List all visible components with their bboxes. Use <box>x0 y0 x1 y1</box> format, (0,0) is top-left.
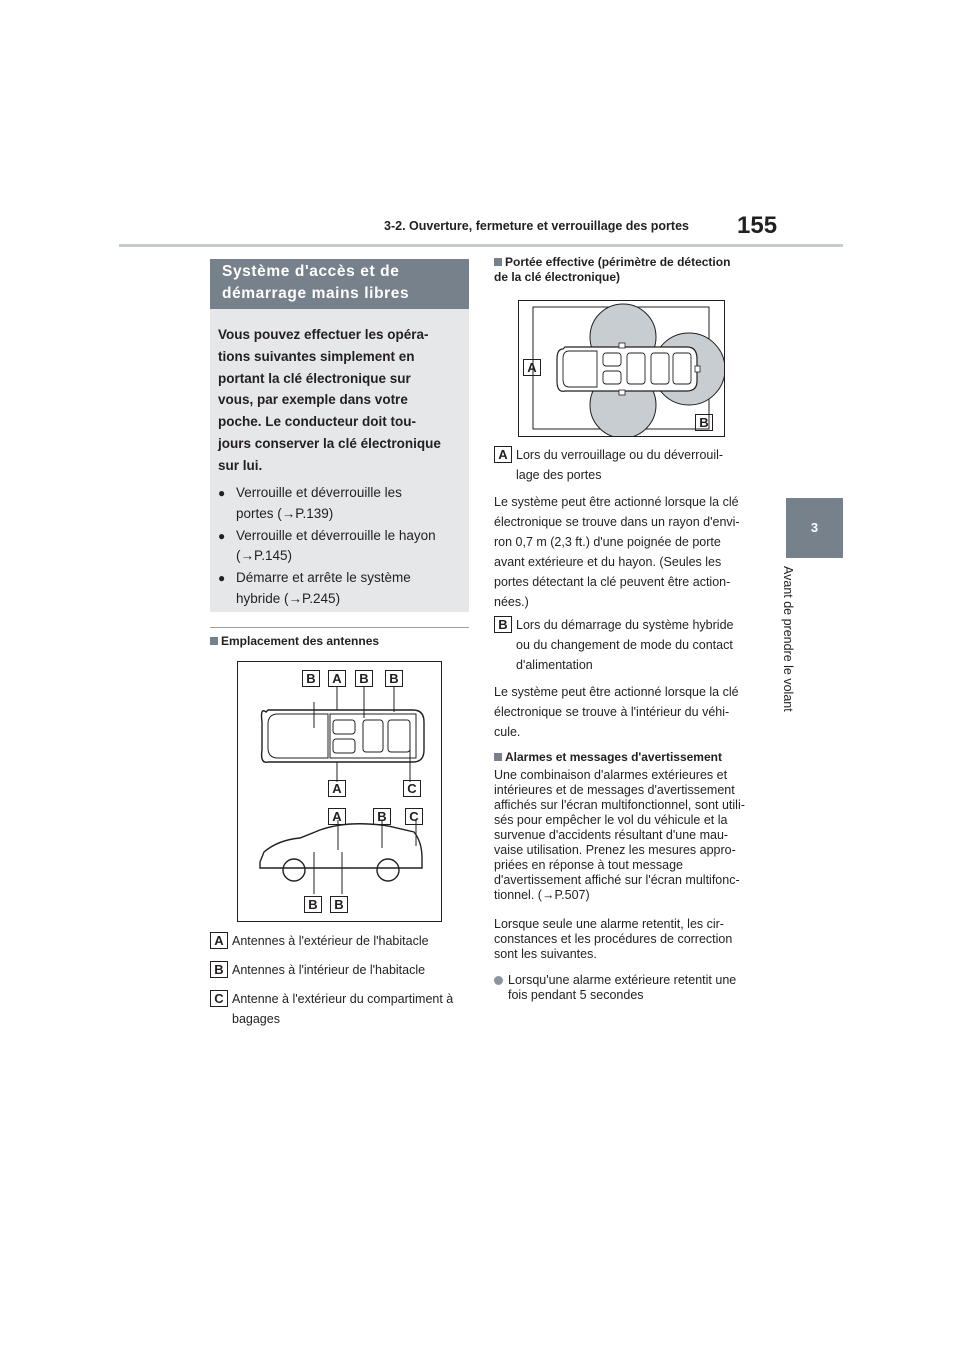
range-item-label: B <box>494 616 512 633</box>
intro-line: jours conserver la clé électronique <box>218 435 441 451</box>
alarms-paragraph-2 <box>494 917 764 962</box>
legend-text <box>232 989 472 1029</box>
diagram-label-a: A <box>328 670 346 687</box>
paragraph-line: sont les suivantes. <box>494 947 597 961</box>
range-item-line: Lors du démarrage du système hybride <box>516 618 734 632</box>
paragraph-line: tionnel. (→P.507) <box>494 888 590 902</box>
range-label-a: A <box>523 359 541 376</box>
section-banner <box>210 259 469 309</box>
antenna-heading-text: Emplacement des antennes <box>221 634 380 648</box>
square-bullet-icon <box>210 637 218 645</box>
antenna-heading <box>210 634 472 649</box>
legend-label: C <box>210 990 228 1007</box>
paragraph-line: électronique se trouve dans un rayon d'envi- <box>494 515 740 529</box>
paragraph-line: Le système peut être actionné lorsque la clé <box>494 495 739 509</box>
bullet-item <box>218 526 466 567</box>
intro-text <box>218 324 466 477</box>
section-divider <box>210 627 469 628</box>
paragraph-line: vaise utilisation. Prenez les mesures appro- <box>494 843 736 857</box>
bullet-dot-icon: ● <box>218 571 226 585</box>
antenna-location-diagram <box>237 661 442 922</box>
diagram-label-c: C <box>405 808 423 825</box>
range-heading-line: Portée effective (périmètre de détection <box>505 255 731 269</box>
range-paragraph-b <box>494 682 764 742</box>
bullet-line: fois pendant 5 secondes <box>508 988 644 1002</box>
running-header-section: 3-2. Ouverture, fermeture et verrouillage des portes <box>384 219 689 233</box>
legend-line: Antenne à l'extérieur du compartiment à <box>232 992 454 1006</box>
chapter-tab: 3 <box>786 498 843 558</box>
intro-line: poche. Le conducteur doit tou- <box>218 414 416 430</box>
intro-line: sur lui. <box>218 457 263 473</box>
range-item-line: ou du changement de mode du contact <box>516 638 733 652</box>
intro-line: vous, par exemple dans votre <box>218 392 408 408</box>
range-item-a <box>494 445 764 487</box>
paragraph-line: survenue d'accidents résultant d'une mau- <box>494 828 729 842</box>
paragraph-line: électronique se trouve à l'intérieur du véhi- <box>494 705 730 719</box>
paragraph-line: avant extérieure et du hayon. (Seules les <box>494 555 722 569</box>
alarms-heading <box>494 750 764 765</box>
paragraph-line: affichés sur l'écran multifonctionnel, sont utili- <box>494 798 745 812</box>
alarms-heading-text: Alarmes et messages d'avertissement <box>505 750 722 764</box>
paragraph-line: Lorsque seule une alarme retentit, les cir- <box>494 917 724 931</box>
header-divider <box>119 244 843 247</box>
paragraph-line: constances et les procédures de correction <box>494 932 733 946</box>
bullet-line: Verrouille et déverrouille le hayon <box>236 527 436 543</box>
range-item-line: Lors du verrouillage ou du déverrouil- <box>516 448 724 462</box>
range-item-text <box>516 615 756 675</box>
legend-text: Antennes à l'intérieur de l'habitacle <box>232 963 426 977</box>
chapter-label-text: Avant de prendre le volant <box>781 566 795 712</box>
diagram-label-a: A <box>328 808 346 825</box>
paragraph-line: ron 0,7 m (2,3 ft.) d'une poignée de porte <box>494 535 721 549</box>
square-bullet-icon <box>494 753 502 761</box>
legend-item-b <box>210 960 472 982</box>
range-item-label: A <box>494 446 512 463</box>
diagram-label-b: B <box>355 670 373 687</box>
bullet-line: (→P.145) <box>236 548 293 563</box>
page-number: 155 <box>737 212 778 239</box>
bullet-item <box>218 568 466 609</box>
range-item-text <box>516 445 756 485</box>
diagram-label-b: B <box>304 896 322 913</box>
range-paragraph-a <box>494 492 764 612</box>
circle-bullet-icon <box>494 976 503 985</box>
intro-line: tions suivantes simplement en <box>218 348 415 364</box>
range-item-line: lage des portes <box>516 468 602 482</box>
bullet-line: portes (→P.139) <box>236 505 334 521</box>
bullet-line: Verrouille et déverrouille les <box>236 485 402 500</box>
legend-text: Antennes à l'extérieur de l'habitacle <box>232 934 429 948</box>
bullet-line: Démarre et arrête le système <box>236 570 411 585</box>
paragraph-line: portes détectant la clé peuvent être action- <box>494 575 731 589</box>
range-label-b: B <box>695 414 713 431</box>
paragraph-line: Une combinaison d'alarmes extérieures et <box>494 768 728 782</box>
paragraph-line: priées en réponse à tout message <box>494 858 684 872</box>
diagram-label-a: A <box>328 780 346 797</box>
banner-line-1: Système d'accès et de <box>222 263 400 280</box>
diagram-label-c: C <box>403 780 421 797</box>
detection-range-illustration <box>519 301 724 436</box>
legend-label: A <box>210 932 228 949</box>
paragraph-line: nées.) <box>494 595 529 609</box>
range-heading-line: de la clé électronique) <box>494 270 621 284</box>
diagram-label-b: B <box>373 808 391 825</box>
square-bullet-icon <box>494 258 502 266</box>
intro-bullet-list <box>218 483 466 611</box>
intro-line: Vous pouvez effectuer les opéra- <box>218 327 429 342</box>
bullet-line: Lorsqu'une alarme extérieure retentit une <box>508 973 737 987</box>
bullet-item <box>218 483 466 524</box>
paragraph-line: intérieures et de messages d'avertissement <box>494 783 735 797</box>
legend-line: bagages <box>232 1012 280 1026</box>
paragraph-line: cule. <box>494 725 521 739</box>
detection-range-diagram <box>518 300 725 437</box>
paragraph-line: Le système peut être actionné lorsque la clé <box>494 685 739 699</box>
banner-line-2: démarrage mains libres <box>222 285 410 302</box>
range-heading <box>494 255 764 285</box>
alarms-bullet-item <box>494 973 778 1003</box>
legend-label: B <box>210 961 228 978</box>
range-item-b <box>494 615 764 677</box>
diagram-label-b: B <box>385 670 403 687</box>
range-item-line: d'alimentation <box>516 658 593 672</box>
diagram-label-b: B <box>330 896 348 913</box>
chapter-label <box>781 566 811 746</box>
legend-item-a <box>210 931 472 953</box>
intro-line: portant la clé électronique sur <box>218 370 411 386</box>
bullet-dot-icon: ● <box>218 528 226 543</box>
paragraph-line: sés pour empêcher le vol du véhicule et la <box>494 813 728 827</box>
diagram-label-b: B <box>302 670 320 687</box>
paragraph-line: d'avertissement affiché sur l'écran multifonc- <box>494 873 740 887</box>
bullet-dot-icon: ● <box>218 486 226 500</box>
bullet-line: hybride (→P.245) <box>236 590 341 606</box>
legend-item-c <box>210 989 472 1031</box>
alarms-paragraph-1 <box>494 768 764 903</box>
